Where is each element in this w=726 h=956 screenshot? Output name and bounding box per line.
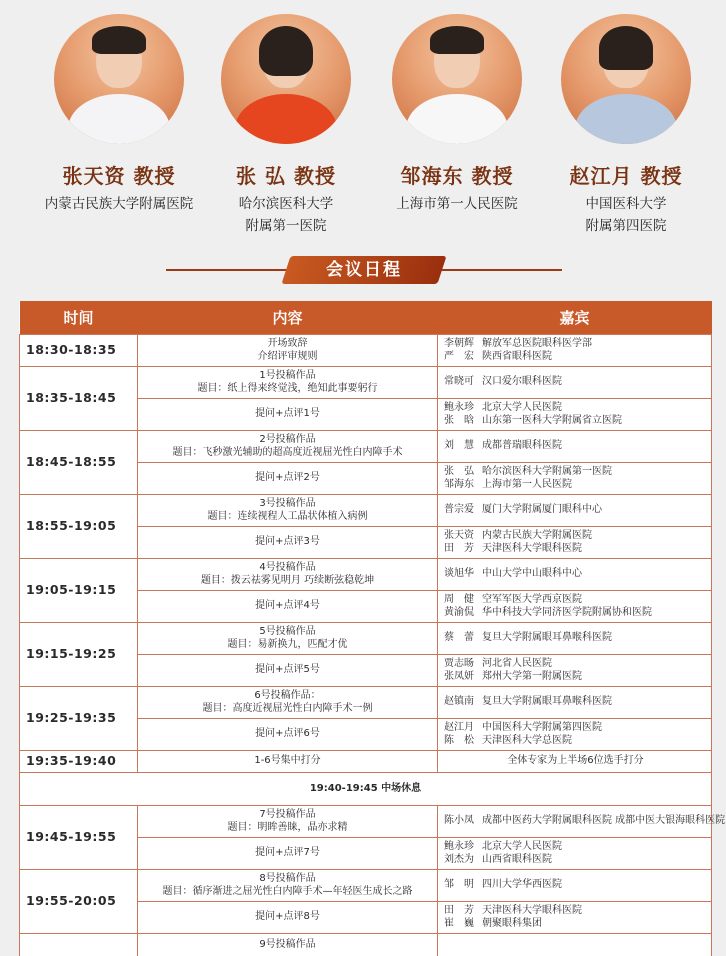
session-guests [438,559,712,591]
guest-affiliation: 山西省眼科医院 [482,853,552,865]
speaker-photo [221,14,351,144]
guest-affiliation: 中国医科大学附属第四医院 [482,722,602,733]
content-line: 4号投稿作品 [259,562,316,573]
guest-entry [444,568,707,581]
schedule-table [19,301,726,956]
guest-name: 赵镇南 [444,696,474,708]
guest-affiliation: 上海市第一人民医院 [482,478,572,490]
session-time: 18:30-18:35 [20,335,138,367]
session-guests [438,399,712,431]
guest-entry [444,815,726,828]
content-line: 3号投稿作品 [259,498,316,509]
guest-name: 常晓可 [444,376,474,388]
speaker-panel [0,0,726,240]
divider [166,269,296,271]
guest-affiliation: 汉口爱尔眼科医院 [482,376,562,388]
speaker-org: 中国医科大学 [585,196,667,212]
session-guests [438,495,712,527]
session-guests [438,335,712,367]
session-content [138,838,438,870]
break-label: 19:40-19:45 中场休息 [20,773,712,806]
guest-affiliation: 成都普瑞眼科医院 [482,440,562,452]
guest-name: 贾志旸 [444,658,474,669]
content-line: 提问+点评3号 [255,536,320,548]
content-line: 题目：易新换九，匹配才优 [227,638,348,650]
table-row [20,934,712,956]
table-row [20,367,712,399]
speaker-card [372,0,542,215]
guest-entry [444,841,707,854]
guest-note: 全体专家为上半场6位选手打分 [507,755,644,767]
content-line: 提问+点评7号 [255,847,320,859]
content-line: 题目：纸上得来终觉浅，绝知此事要躬行 [197,382,378,394]
content-line: 7号投稿作品 [259,809,316,820]
guest-entry [444,905,707,918]
table-row [20,559,712,591]
content-line: 1号投稿作品 [259,370,316,381]
guest-entry [444,530,707,543]
guest-entry [444,918,707,931]
guest-name: 赵江月 [444,722,474,733]
session-content [138,806,438,838]
session-guests [438,463,712,495]
speaker-card [201,0,371,237]
session-content [138,495,438,527]
session-time: 19:05-19:15 [20,559,138,623]
table-row [20,335,712,367]
guest-affiliation: 华中科技大学同济医学院附属协和医院 [482,606,652,618]
guest-name: 鲍永珍 [444,841,474,852]
guest-affiliation: 成都中医药大学附属眼科医院 成都中医大银海眼科医院 [482,815,726,827]
guest-affiliation: 空军军医大学西京医院 [482,594,582,605]
speaker-name: 张 弘 教授 [236,164,336,188]
guest-affiliation: 朝聚眼科集团 [482,917,542,929]
session-time: 18:35-18:45 [20,367,138,431]
speaker-org: 内蒙古民族大学附属医院 [44,196,194,212]
session-guests [438,806,726,838]
guest-affiliation: 北京大学人民医院 [482,402,562,413]
content-line: 5号投稿作品 [259,626,316,637]
session-content [138,655,438,687]
guest-entry [444,696,707,709]
content-line: 8号投稿作品 [259,873,316,884]
guest-name: 普宗爱 [444,504,474,516]
session-guests [438,655,712,687]
guest-name: 蔡 蕾 [444,632,474,644]
guest-affiliation: 天津医科大学眼科医院 [482,542,582,554]
session-time: 19:45-19:55 [20,806,138,870]
session-time: 18:55-19:05 [20,495,138,559]
guest-entry [444,351,707,364]
speaker-card [541,0,711,237]
guest-affiliation: 北京大学人民医院 [482,841,562,852]
guest-entry [444,879,707,892]
session-guests [438,687,712,719]
guest-name: 张 弘 [444,466,474,477]
guest-affiliation: 河北省人民医院 [482,658,552,669]
guest-name: 李朝辉 [444,338,474,349]
content-line: 提问+点评5号 [255,664,320,676]
speaker-org: 哈尔滨医科大学 [238,196,334,212]
guest-affiliation: 四川大学华西医院 [482,879,562,891]
session-time: 19:25-19:35 [20,687,138,751]
table-row [20,623,712,655]
session-content [138,591,438,623]
speaker-org: 附属第一医院 [245,218,327,234]
break-row [20,773,712,806]
session-time: 19:15-19:25 [20,623,138,687]
speaker-photo [561,14,691,144]
guest-affiliation: 内蒙古民族大学附属医院 [482,530,592,541]
guest-name: 陈小凤 [444,815,474,827]
guest-entry [444,854,707,867]
content-line: 题目：连续视程人工晶状体植入病例 [207,510,368,522]
guest-affiliation: 厦门大学附属厦门眼科中心 [482,504,602,516]
session-content [138,687,438,719]
guest-name: 邹海东 [444,478,474,490]
session-content [138,870,438,902]
guest-affiliation: 中山大学中山眼科中心 [482,568,582,580]
session-content [138,335,438,367]
content-line: 题目：拨云祛雾见明月 巧续断弦稳乾坤 [200,574,375,586]
session-guests [438,527,712,559]
session-guests [438,431,712,463]
session-guests [438,902,712,934]
session-content [138,559,438,591]
speaker-name: 张天资 教授 [62,164,176,188]
guest-name: 刘杰为 [444,853,474,865]
speaker-photo [392,14,522,144]
content-line: 提问+点评4号 [255,600,320,612]
guest-name: 张天资 [444,530,474,541]
guest-entry [444,376,707,389]
session-guests [438,591,712,623]
guest-entry [444,402,707,415]
guest-entry [444,671,707,684]
table-row [20,495,712,527]
session-guests [438,367,712,399]
session-guests [438,623,712,655]
table-row [20,870,712,902]
session-content [138,902,438,934]
content-line: 介绍评审规则 [257,350,318,362]
session-content [138,399,438,431]
content-line: 提问+点评8号 [255,911,320,923]
guest-affiliation: 解放军总医院眼科医学部 [482,338,592,349]
content-line: 6号投稿作品： [254,690,321,701]
guest-entry [444,466,707,479]
guest-name: 周 健 [444,594,474,605]
table-row [20,431,712,463]
session-content [138,431,438,463]
content-line: 题目：明眸善睐，晶亦求精 [227,821,348,833]
table-header-row [20,301,712,335]
guest-affiliation: 哈尔滨医科大学附属第一医院 [482,466,612,477]
guest-name: 田 芳 [444,905,474,916]
speaker-card [34,0,204,215]
section-header [0,253,726,287]
table-row [20,751,712,773]
section-title: 会议日程 [326,260,402,280]
session-content [138,527,438,559]
guest-entry [444,607,707,620]
guest-name: 邹 明 [444,879,474,891]
session-guests [438,719,712,751]
speaker-name: 邹海东 教授 [400,164,514,188]
guest-name: 张 晗 [444,414,474,426]
session-content [138,623,438,655]
header-content: 内容 [138,301,438,335]
content-line: 提问+点评6号 [255,728,320,740]
session-content [138,367,438,399]
session-guests [438,870,712,902]
guest-affiliation: 山东第一医科大学附属省立医院 [482,414,622,426]
content-line: 题目：循序渐进之屈光性白内障手术—年轻医生成长之路 [162,885,413,897]
guest-affiliation: 天津医科大学眼科医院 [482,905,582,916]
session-time: 18:45-18:55 [20,431,138,495]
guest-name: 严 宏 [444,350,474,362]
guest-entry [444,722,707,735]
content-line: 题目：飞秒激光辅助的超高度近视屈光性白内障手术 [172,446,403,458]
guest-name: 崔 巍 [444,917,474,929]
session-guests [438,934,712,956]
guest-affiliation: 复旦大学附属眼耳鼻喉科医院 [482,632,612,644]
guest-name: 刘 慧 [444,440,474,452]
guest-entry [444,735,707,748]
content-line: 2号投稿作品 [259,434,316,445]
guest-entry [444,658,707,671]
guest-name: 鲍永珍 [444,402,474,413]
session-time: 19:55-20:05 [20,870,138,934]
table-row [20,806,712,838]
content-line: 提问+点评2号 [255,472,320,484]
session-guests [438,838,712,870]
session-content [138,463,438,495]
table-row [20,687,712,719]
session-time [20,934,138,956]
guest-name: 张凤妍 [444,670,474,682]
speaker-org: 附属第四医院 [585,218,667,234]
speaker-org: 上海市第一人民医院 [396,196,518,212]
guest-affiliation: 复旦大学附属眼耳鼻喉科医院 [482,696,612,708]
guest-name: 陈 松 [444,734,474,746]
session-time: 19:35-19:40 [20,751,138,773]
content-line: 9号投稿作品 [259,938,316,950]
content-line: 开场致辞 [267,338,308,349]
guest-affiliation: 天津医科大学总医院 [482,734,572,746]
speaker-name: 赵江月 教授 [569,164,683,188]
guest-affiliation: 郑州大学第一附属医院 [482,670,582,682]
speaker-photo [54,14,184,144]
guest-affiliation: 陕西省眼科医院 [482,350,552,362]
content-line: 1-6号集中打分 [254,755,321,767]
guest-name: 黄渝侃 [444,606,474,618]
session-content [138,719,438,751]
session-content [138,751,438,773]
guest-name: 谈旭华 [444,568,474,580]
content-line: 题目：高度近视屈光性白内障手术一例 [202,702,373,714]
guest-entry [444,504,707,517]
guest-entry [444,594,707,607]
guest-entry [444,479,707,492]
guest-name: 田 芳 [444,542,474,554]
session-content [138,934,438,956]
guest-entry [444,338,707,351]
content-line: 提问+点评1号 [255,408,320,420]
guest-entry [444,440,707,453]
divider [432,269,562,271]
guest-entry [444,415,707,428]
session-guests [438,751,712,773]
guest-entry [444,632,707,645]
header-time: 时间 [20,301,138,335]
guest-entry [444,543,707,556]
header-guests: 嘉宾 [438,301,712,335]
